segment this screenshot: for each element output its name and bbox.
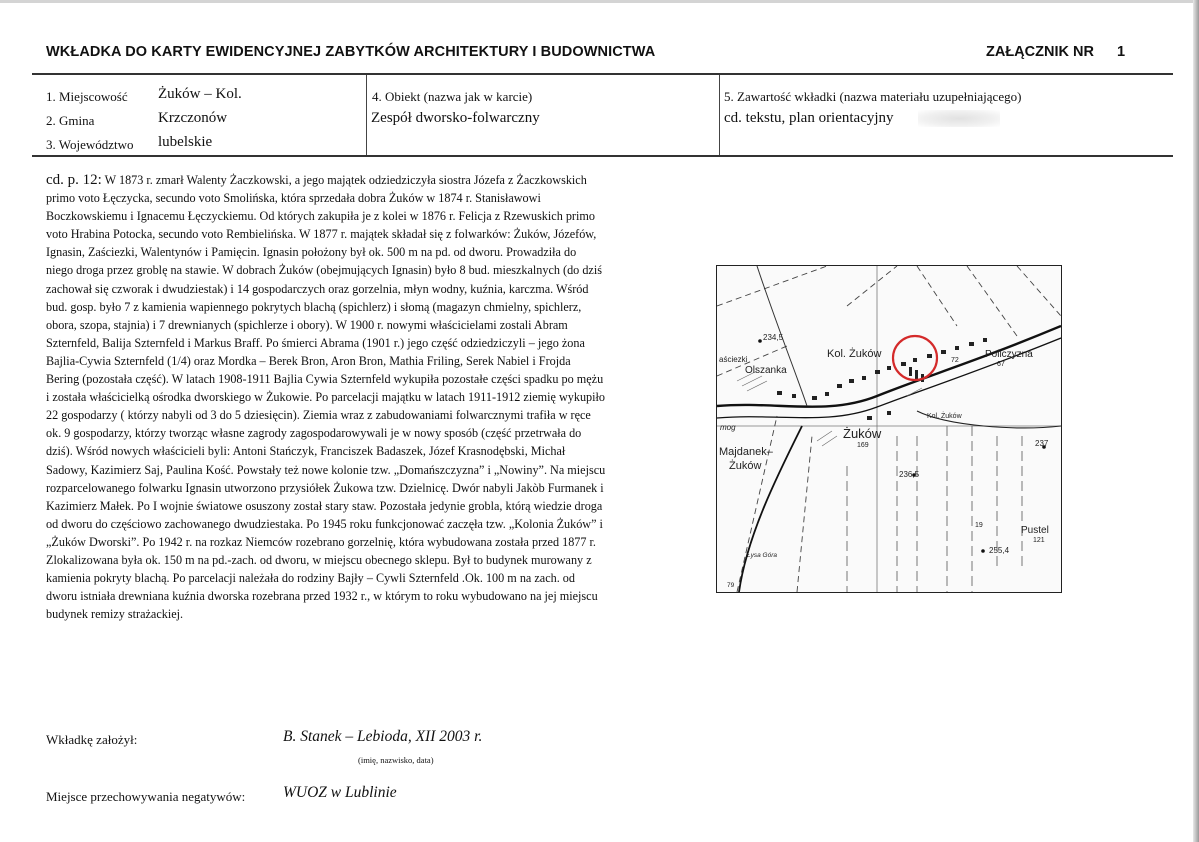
header-rule-bottom — [32, 155, 1173, 157]
body-lead: cd. p. 12: — [46, 172, 102, 188]
column-divider-2 — [719, 75, 720, 155]
column-divider-1 — [366, 75, 367, 155]
header-rule-top — [32, 73, 1173, 75]
map-number-121: 121 — [1033, 537, 1045, 544]
map-label-majdanek: Majdanek– — [719, 446, 773, 458]
map-height-234: 234,5 — [763, 333, 784, 342]
voivodeship-label: 3. Województwo — [46, 137, 134, 152]
annex-number: 1 — [1117, 44, 1126, 60]
founder-label: Wkładkę założył: — [46, 732, 138, 747]
map-label-kol-zukow-small: Kol. Żuków — [927, 413, 962, 420]
object-label: 4. Obiekt (nazwa jak w karcie) — [372, 89, 533, 104]
storage-value: WUOZ w Lublinie — [283, 784, 397, 801]
orientation-map — [716, 265, 1062, 593]
locality-value: Żuków – Kol. — [158, 86, 242, 102]
map-label-zasciezki: aściezki — [719, 355, 748, 364]
scan-edge-right — [1193, 0, 1199, 842]
annex-label: ZAŁĄCZNIK NR — [986, 44, 1094, 60]
map-number-79: 79 — [727, 582, 735, 589]
scan-smudge — [918, 110, 1000, 127]
founder-note: (imię, nazwisko, data) — [358, 755, 434, 765]
map-number-72: 72 — [951, 357, 959, 364]
map-label-zukow: Żuków — [843, 426, 882, 441]
map-label-policzyzna: Policzyzna — [985, 349, 1033, 360]
body-paragraph — [46, 171, 606, 623]
map-label-lyse-gora: Łysa Góra — [747, 552, 777, 559]
locality-label: 1. Miejscowość — [46, 89, 128, 104]
document-title: WKŁADKA DO KARTY EWIDENCYJNEJ ZABYTKÓW ARCHITEKTURY I BUDOWNICTWA — [46, 44, 656, 60]
map-number-169: 169 — [857, 442, 869, 449]
map-height-255: 255,4 — [989, 546, 1010, 555]
map-label-pustel: Pustel — [1021, 525, 1049, 536]
map-label-olszanka: Olszanka — [745, 365, 787, 376]
content-value: cd. tekstu, plan orientacyjny — [724, 110, 894, 126]
scan-edge-top — [0, 0, 1199, 3]
storage-label: Miejsce przechowywania negatywów: — [46, 789, 246, 804]
founder-value: B. Stanek – Lebioda, XII 2003 r. — [283, 728, 483, 745]
voivodeship-value: lubelskie — [158, 134, 213, 150]
map-label-mog: mog — [720, 423, 736, 432]
object-value: Zespół dworsko-folwarczny — [371, 110, 540, 126]
content-label: 5. Zawartość wkładki (nazwa materiału uzupełniającego) — [724, 89, 1022, 104]
map-drawing — [717, 266, 1061, 592]
body-text: W 1873 r. zmarł Walenty Żaczkowski, a jego majątek odziedziczyła siostra Józefa z Żaczkowskich primo voto Łęczycka, secundo voto Smolińska, która sprzedała dobra Żuków w 1874 r. Stanisławowi Boczkowskiemu i Ignacemu Łęczyckiemu. Od których zakupiła je z kolei w 1876 r. Felicja z Rzewuskich primo voto Hrabina Potocka, secundo voto Rembielińska. W 1877 r. majątek składał się z folwarków: Żuków, Józefów, Ignasin, Zaściezki, Walentynów i Pamięcin. Ignasin położony był ok. 500 m na pd. od dworu. Prowadziła do niego droga przez groblę na stawie. W dobrach Żuków (obejmujących Ignasin) było 8 bud. mieszkalnych (do dziś zachował się czworak i dwudziestak) i 14 gospodarczych oraz gorzelnia, młyn wodny, kuźnia, karczma. Wśród bud. gosp. było 7 z kamienia wapiennego pokrytych blachą (spichlerz) i słomą (magazyn chmielny, spichlerz, obora, szopa, stajnia) i 7 drewnianych (spichlerze i obory). W 1900 r. nowymi właścicielami zostali Abram Szternfeld, Balija Szternfeld i Markus Braff. Po śmierci Abrama (1901 r.) jego część odziedziczyli – jego żona Bajlia-Cywia Szternfeld (1/4) oraz Mordka – Berek Bron, Aron Bron, Mathia Friling, Serek Nabiel i Frojda Bering (pozostała część). W latach 1908-1911 Bajlia Cywia Szternfeld wykupiła pozostałe części spadku po mężu i została właścicielką ośrodka dworskiego w Żukowie. Po parcelacji majątku w latach 1911-1912 ziemię wykupiło 22 gospodarzy ( którzy nabyli od 3 do 5 dziesięcin). Ziemia wraz z zabudowaniami folwarcznymi trafiła w ręce ok. 9 gospodarzy, którzy tworząc własne zagrody zagospodarowywali je w nowy sposób (część przetrwała do dziś). Wśród nowych właścicieli byli: Antoni Stańczyk, Franciszek Badaszek, Józef Krasnodębski, Michał Sadowy, Kazimierz Saj, Paulina Kość. Powstały też nowe kolonie tzw. „Domańszczyzna” i „Nowiny”. Na miejscu rozparcelowanego folwarku Ignasin utworzono przysiółek Żukowa tzw. Dzielnicę. Dwór nabyli Jakòb Furmanek i Kazimierz Małek. Po I wojnie światowe osuszony został stary staw. Pozostała jedynie grobla, którą wiedzie droga od dworu do częściowo zachowanego dwudziestaka. Po 1945 roku funkcjonować zaczęła tzw. „Kolonia Żuków” i „Żuków Dworski”. Po 1942 r. na rozkaz Niemców rozebrano gorzelnię, która wybudowana została przed 1877 r. Zlokalizowana była ok. 150 m na pd.-zach. od dworu, w miejscu obecnego sklepu. Był to budynek murowany z kamienia pokryty blachą. Po parcelacji należała do rodziny Bajły – Cywli Szternfeld .Ok. 100 m na zach. od dworu istniała drewniana kuźnia dworska rozebrana przed 1932 r., w którym to roku wybudowano na jej miejscu budynek remizy strażackiej. — [46, 173, 606, 622]
map-number-19: 19 — [975, 522, 983, 529]
map-label-kol-zukow: Kol. Żuków — [827, 348, 882, 360]
commune-label: 2. Gmina — [46, 113, 95, 128]
map-height-236: 236,5 — [899, 470, 920, 479]
commune-value: Krzczonów — [158, 110, 228, 126]
map-label-zukow-majdanek: Żuków — [729, 460, 762, 472]
map-number-67: 67 — [997, 361, 1005, 368]
map-height-237: 237 — [1035, 439, 1049, 448]
